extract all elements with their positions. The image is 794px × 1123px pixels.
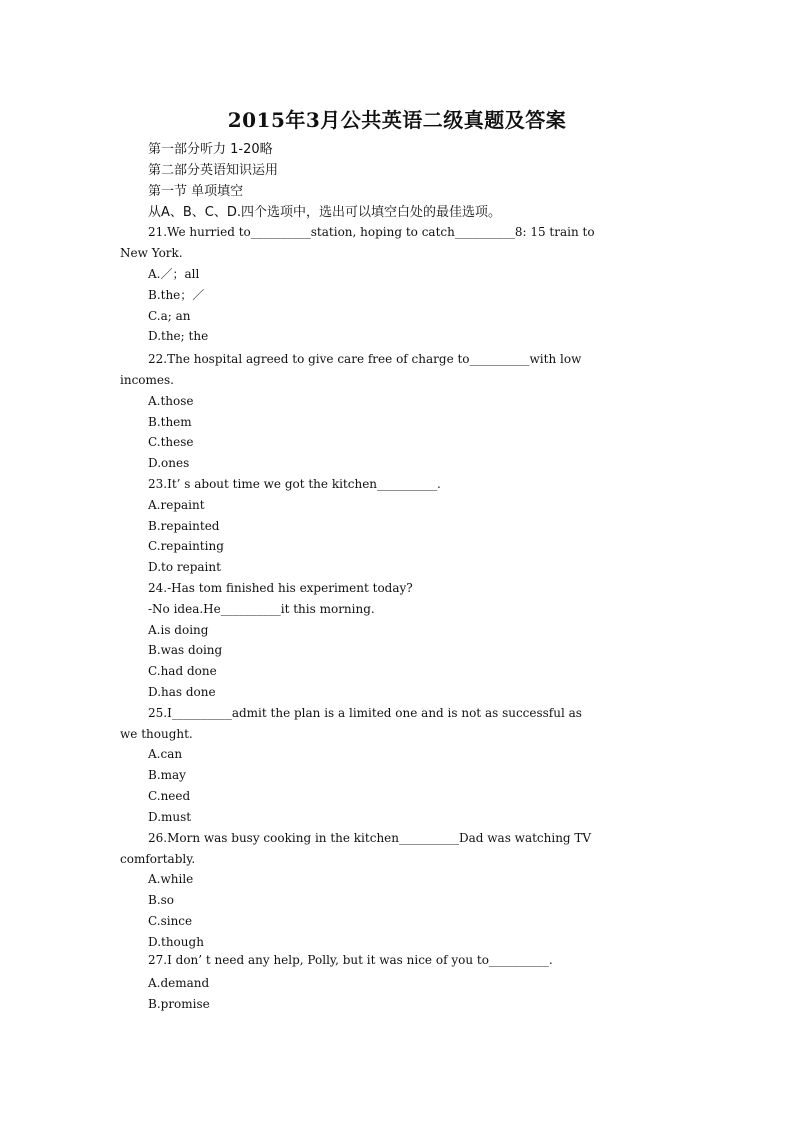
section-instructions: 从A、B、C、D.四个选项中，选出可以填空白处的最佳选项。 [148,205,502,220]
option-d: D.to repaint [148,560,221,574]
document-title: 2015年3月公共英语二级真题及答案 [227,108,567,132]
option-b: B.may [148,768,186,782]
option-a: A.／；all [148,267,200,281]
section-english-knowledge: 第二部分英语知识运用 [148,163,279,178]
option-c: C.a; an [148,309,191,323]
section-single-choice: 第一节 单项填空 [148,184,244,199]
question-text: 24.-Has tom finished his experiment today? [148,581,413,595]
question-text-reply: -No idea.He__________it this morning. [148,602,375,616]
question-text: 25.I__________admit the plan is a limited one and is not as successful as [148,706,582,720]
section-listening: 第一部分听力 1-20略 [148,142,273,157]
question-26 [120,828,668,870]
question-22 [120,349,668,391]
option-a: A.is doing [148,623,209,637]
option-a: A.repaint [148,498,205,512]
option-d: D.the; the [148,329,209,343]
question-21 [120,222,668,264]
option-c: C.had done [148,664,217,678]
option-b: B.repainted [148,519,220,533]
option-d: D.has done [148,685,216,699]
option-c: C.these [148,435,194,449]
option-c: C.repainting [148,539,224,553]
option-c: C.need [148,789,191,803]
question-24 [120,578,668,620]
question-text-cont: incomes. [120,373,174,387]
question-text: 27.I don’ t need any help, Polly, but it was nice of you to__________. [148,953,553,967]
option-b: B.them [148,415,192,429]
question-text-cont: New York. [120,246,183,260]
option-a: A.can [148,747,183,761]
question-text: 23.It’ s about time we got the kitchen__________. [148,477,441,491]
question-text-cont: comfortably. [120,852,196,866]
option-b: B.so [148,893,175,907]
option-b: B.the；／ [148,288,205,302]
question-text: 21.We hurried to__________station, hoping to catch__________8: 15 train to [148,225,595,239]
option-d: D.must [148,810,192,824]
question-text: 22.The hospital agreed to give care free of charge to__________with low [148,352,582,366]
option-d: D.ones [148,456,190,470]
option-c: C.since [148,914,193,928]
option-a: A.while [148,872,194,886]
question-25 [120,703,668,745]
option-a: A.those [148,394,194,408]
question-text: 26.Morn was busy cooking in the kitchen__________Dad was watching TV [148,831,592,845]
question-23 [120,474,668,495]
question-27 [120,950,668,971]
option-b: B.was doing [148,643,223,657]
option-a: A.demand [148,976,210,990]
option-d: D.though [148,935,204,949]
option-b: B.promise [148,997,210,1011]
question-text-cont: we thought. [120,727,193,741]
